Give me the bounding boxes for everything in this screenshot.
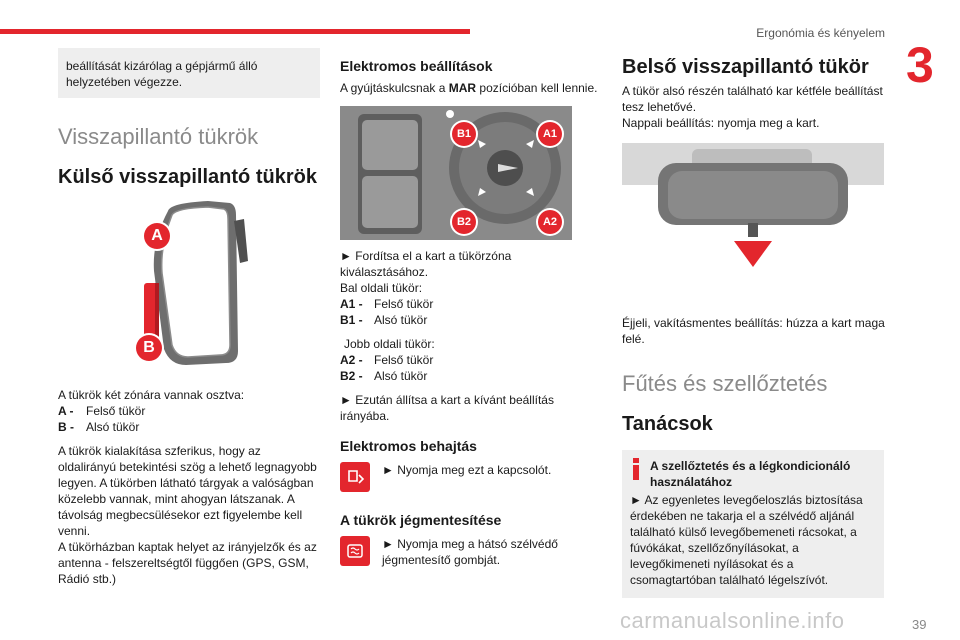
- header-accent-bar: [0, 29, 470, 34]
- info-box: [622, 450, 884, 598]
- note-box: [58, 48, 320, 98]
- exterior-mirror-image: [58, 201, 320, 373]
- heading-defrost: A tükrök jégmentesítése: [340, 512, 502, 528]
- callout-a2-label: A2: [542, 216, 558, 228]
- info-icon: [630, 458, 642, 482]
- right-mirror-value: Alsó tükör: [374, 369, 428, 383]
- page-number: 39: [912, 617, 927, 632]
- callout-b2: [452, 210, 476, 234]
- fold-text: ► Nyomja meg ezt a kapcsolót.: [382, 463, 552, 477]
- ignition-note-bold: MAR: [448, 81, 477, 95]
- callout-b2-label: B2: [456, 216, 472, 228]
- section-heading-interior-mirror: Belső visszapillantó tükör: [622, 56, 869, 78]
- footer-watermark: carmanualsonline.info: [620, 608, 845, 633]
- section-heading-heating: Fűtés és szellőztetés: [622, 371, 828, 396]
- callout-b1: [452, 122, 476, 146]
- ignition-note: [340, 80, 602, 96]
- heading-electric-adjustment: Elektromos beállítások: [340, 58, 493, 74]
- left-mirror-label: Bal oldali tükör:: [340, 281, 423, 295]
- right-mirror-row: [340, 368, 602, 384]
- interior-mirror-illustration: [622, 143, 884, 295]
- right-mirror-key: A2 -: [340, 353, 363, 367]
- callout-a1: [538, 122, 562, 146]
- heading-electric-folding: Elektromos behajtás: [340, 438, 477, 454]
- column-left: [58, 48, 320, 587]
- zone-key: A -: [58, 404, 74, 418]
- chapter-number: 3: [906, 37, 934, 93]
- step-adjust: ► Ezután állítsa a kart a kívánt beállítás irányába.: [340, 393, 554, 423]
- callout-a2: [538, 210, 562, 234]
- callout-b-label: B: [143, 339, 155, 356]
- left-mirror-row: [340, 296, 602, 312]
- rear-defrost-icon: [340, 536, 370, 566]
- right-mirror-value: Felső tükör: [374, 353, 434, 367]
- left-mirror-key: B1 -: [340, 313, 363, 327]
- left-mirror-key: A1 -: [340, 297, 363, 311]
- defrost-row: [340, 536, 602, 568]
- exterior-mirror-illustration: [58, 201, 320, 373]
- callout-a1-label: A1: [542, 128, 558, 140]
- ignition-note-post: pozícióban kell lennie.: [476, 81, 598, 95]
- column-middle: [340, 48, 602, 568]
- subsection-heading-advice: Tanácsok: [622, 413, 713, 435]
- zone-value: Felső tükör: [86, 404, 146, 418]
- fold-row: [340, 462, 602, 492]
- fold-mirror-icon: [340, 462, 370, 492]
- info-text: ► Az egyenletes levegőeloszlás biztosítása érdekében ne takarja el a szélvédő aljánál található külső levegőbemeneti rácsokat, a fúvókákat, szellőzőnyílásokat, a levegőkimeneti nyílásokat és a csomagtartóban található légelszívót.: [630, 493, 863, 587]
- zone-row: [58, 403, 320, 419]
- step-select-zone: ► Fordítsa el a kart a tükörzóna kiválasztásához.: [340, 249, 512, 279]
- zones-intro: A tükrök két zónára vannak osztva:: [58, 388, 245, 402]
- left-mirror-value: Alsó tükör: [374, 313, 428, 327]
- column-right: [622, 48, 887, 598]
- left-mirror-value: Felső tükör: [374, 297, 434, 311]
- mirror-control-illustration: [340, 106, 572, 240]
- ignition-note-pre: A gyújtáskulcsnak a: [340, 81, 449, 95]
- callout-b1-label: B1: [456, 128, 472, 140]
- section-heading-mirrors: Visszapillantó tükrök: [58, 124, 259, 149]
- zone-row: [58, 419, 320, 435]
- day-setting-text: Nappali beállítás: nyomja meg a kart.: [622, 116, 820, 130]
- left-mirror-row: [340, 312, 602, 328]
- chapter-title: Ergonómia és kényelem: [756, 26, 885, 40]
- note-text: beállítását kizárólag a gépjármű álló helyzetében végezze.: [66, 59, 258, 89]
- subsection-heading-exterior-mirrors: Külső visszapillantó tükrök: [58, 166, 317, 188]
- mirror-description: A tükrök kialakítása szferikus, hogy az oldalirányú betekintési szög a lehető legnagyobb legyen. A tükörben látható tárgyak a valóságban közelebb vannak, mint ahogyan látszanak. A távolság megbecsülésekor ezt figyelembe kell venni.: [58, 444, 317, 538]
- mirror-housing-note: A tükörházban kaptak helyet az irányjelzők és az antenna - felszereltségtől függően (GPS, GSM, Rádió stb.): [58, 540, 317, 586]
- right-mirror-label: Jobb oldali tükör:: [344, 337, 435, 351]
- night-setting-text: Éjjeli, vakításmentes beállítás: húzza a kart maga felé.: [622, 316, 885, 346]
- right-mirror-row: [340, 352, 602, 368]
- interior-mirror-intro: A tükör alsó részén található kar kétféle beállítást tesz lehetővé.: [622, 84, 883, 114]
- right-mirror-key: B2 -: [340, 369, 363, 383]
- info-title: A szellőztetés és a légkondicionáló használatához: [650, 459, 851, 489]
- info-header: [630, 458, 874, 490]
- zone-key: B -: [58, 420, 74, 434]
- interior-mirror-image: [622, 143, 884, 295]
- callout-a-label: A: [151, 227, 163, 244]
- callout-a: [144, 223, 170, 249]
- zone-value: Alsó tükör: [86, 420, 140, 434]
- callout-b: [136, 335, 162, 361]
- defrost-text: ► Nyomja meg a hátsó szélvédő jégmentesítő gombját.: [382, 537, 558, 567]
